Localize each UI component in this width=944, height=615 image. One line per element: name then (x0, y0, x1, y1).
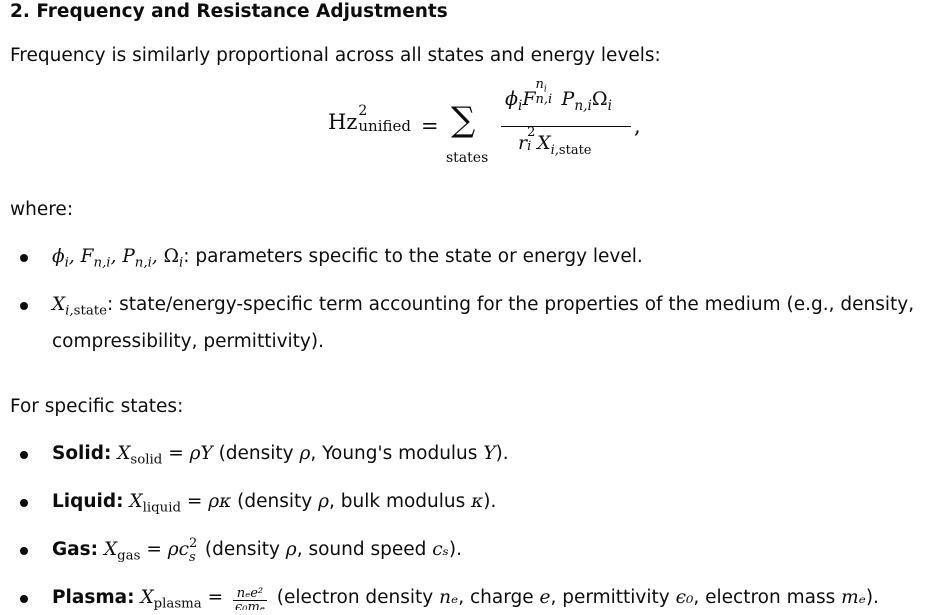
unified-frequency-equation (325, 77, 655, 178)
equation-denominator: r 2 i $X_{i,state}$ (518, 125, 592, 158)
definition-text-continued: compressibility, permittivity). (52, 331, 324, 352)
section-heading: 2. Frequency and Resistance Adjustments (10, 1, 448, 22)
plasma-fraction: $\frac{\text{nₑe²}}{\text{ϵ₀mₑ}}$ (235, 585, 265, 610)
states-intro: For specific states: (10, 396, 184, 417)
definition-math: $\phi_i$, $F_{n,i}$, $P_{n,i}$, $\Omega_i$ (52, 246, 184, 271)
bullet-icon (20, 254, 28, 262)
equation-lhs: Hz 2 unified (328, 103, 411, 135)
equation-numerator: $\phi_iF$ $n_i$ n,i $P_{n,i}\Omega_i$ (505, 77, 612, 114)
definition-math: $X_{i,state}$ (52, 294, 108, 319)
list-item-plasma: Plasma: $X_{plasma}$ = $\frac{\text{nₑe²}}{\text{ϵ₀mₑ}}$ (electron density nₑ, charge e, permittivity ϵ₀, electron mass mₑ). (0, 585, 944, 615)
list-item-liquid: Liquid: $X_{liquid} = \rho\kappa$ (density ρ, bulk modulus κ). (0, 489, 944, 519)
bullet-icon (20, 595, 28, 603)
list-item (0, 292, 944, 362)
state-label: Solid: (52, 443, 112, 464)
summation-symbol: ∑ (451, 100, 476, 140)
bullet-icon (20, 547, 28, 555)
definition-text: : parameters specific to the state or energy level. (183, 246, 643, 267)
summation-index: states (446, 150, 489, 166)
equation-equals: = (421, 114, 439, 138)
state-label: Plasma: (52, 587, 135, 608)
list-item-gas: Gas: $X_{gas} = \rho c$ 2 s (density ρ, sound speed cₛ). (0, 537, 944, 567)
list-item (0, 244, 944, 274)
where-label: where: (10, 199, 74, 220)
list-item-solid: Solid: $X_{solid} = \rho Y$ (density ρ, Young's modulus Y). (0, 441, 944, 471)
bullet-icon (20, 302, 28, 310)
state-label: Gas: (52, 539, 99, 560)
state-label: Liquid: (52, 491, 124, 512)
definition-text: : state/energy-specific term accounting for the properties of the medium (e.g., density, (107, 294, 915, 315)
equation-comma: , (634, 114, 641, 138)
bullet-icon (20, 451, 28, 459)
fraction-bar (501, 126, 631, 127)
bullet-icon (20, 499, 28, 507)
intro-paragraph: Frequency is similarly proportional across all states and energy levels: (10, 45, 661, 66)
